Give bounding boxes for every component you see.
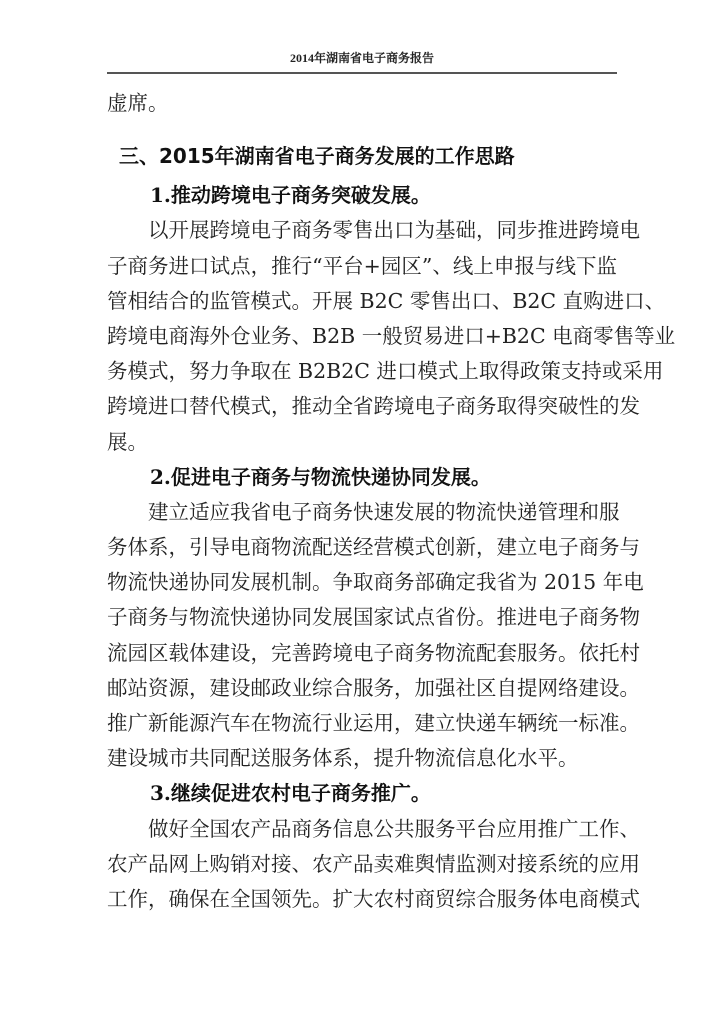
paragraph-line: 管相结合的监管模式。开展 B2C 零售出口、B2C 直购进口、 <box>107 288 666 313</box>
paragraph-line: 推广新能源汽车在物流行业运用，建立快递车辆统一标准。 <box>107 711 640 735</box>
paragraph-line: 农产品网上购销对接、农产品卖难舆情监测对接系统的应用 <box>107 851 640 876</box>
header-divider <box>107 72 617 74</box>
subsection-heading-1: 1.推动跨境电子商务突破发展。 <box>150 183 431 208</box>
paragraph-line: 建立适应我省电子商务快速发展的物流快递管理和服 <box>148 499 620 524</box>
paragraph-line: 流园区载体建设，完善跨境电子商务物流配套服务。依托村 <box>107 640 640 665</box>
paragraph-line: 做好全国农产品商务信息公共服务平台应用推广工作、 <box>148 816 640 841</box>
paragraph-line: 子商务与物流快递协同发展国家试点省份。推进电子商务物 <box>107 605 640 630</box>
page-header-title: 2014年湖南省电子商务报告 <box>289 51 434 65</box>
paragraph-line: 务体系，引导电商物流配送经营模式创新，建立电子商务与 <box>107 535 640 560</box>
document-body <box>107 86 676 917</box>
section-heading: 三、2015年湖南省电子商务发展的工作思路 <box>119 144 515 169</box>
subsection-heading-3: 3.继续促进农村电子商务推广。 <box>150 781 431 806</box>
paragraph-line: 建设城市共同配送服务体系，提升物流信息化水平。 <box>107 746 579 771</box>
paragraph-line: 工作，确保在全国领先。扩大农村商贸综合服务体电商模式 <box>107 886 640 911</box>
paragraph-line: 子商务进口试点，推行“平台+园区”、线上申报与线下监 <box>107 253 617 278</box>
paragraph-line: 务模式，努力争取在 B2B2C 进口模式上取得政策支持或采用 <box>107 359 664 384</box>
paragraph-line: 展。 <box>107 429 148 454</box>
paragraph-line: 邮站资源，建设邮政业综合服务，加强社区自提网络建设。 <box>107 675 640 700</box>
paragraph-line: 以开展跨境电子商务零售出口为基础，同步推进跨境电 <box>148 218 640 243</box>
paragraph-line: 跨境进口替代模式，推动全省跨境电子商务取得突破性的发 <box>107 394 640 419</box>
carryover-text: 虚席。 <box>107 91 169 115</box>
paragraph-line: 跨境电商海外仓业务、B2B 一般贸易进口+B2C 电商零售等业 <box>107 323 676 348</box>
subsection-heading-2: 2.促进电子商务与物流快递协同发展。 <box>150 464 491 489</box>
paragraph-line: 物流快递协同发展机制。争取商务部确定我省为 2015 年电 <box>107 570 644 595</box>
